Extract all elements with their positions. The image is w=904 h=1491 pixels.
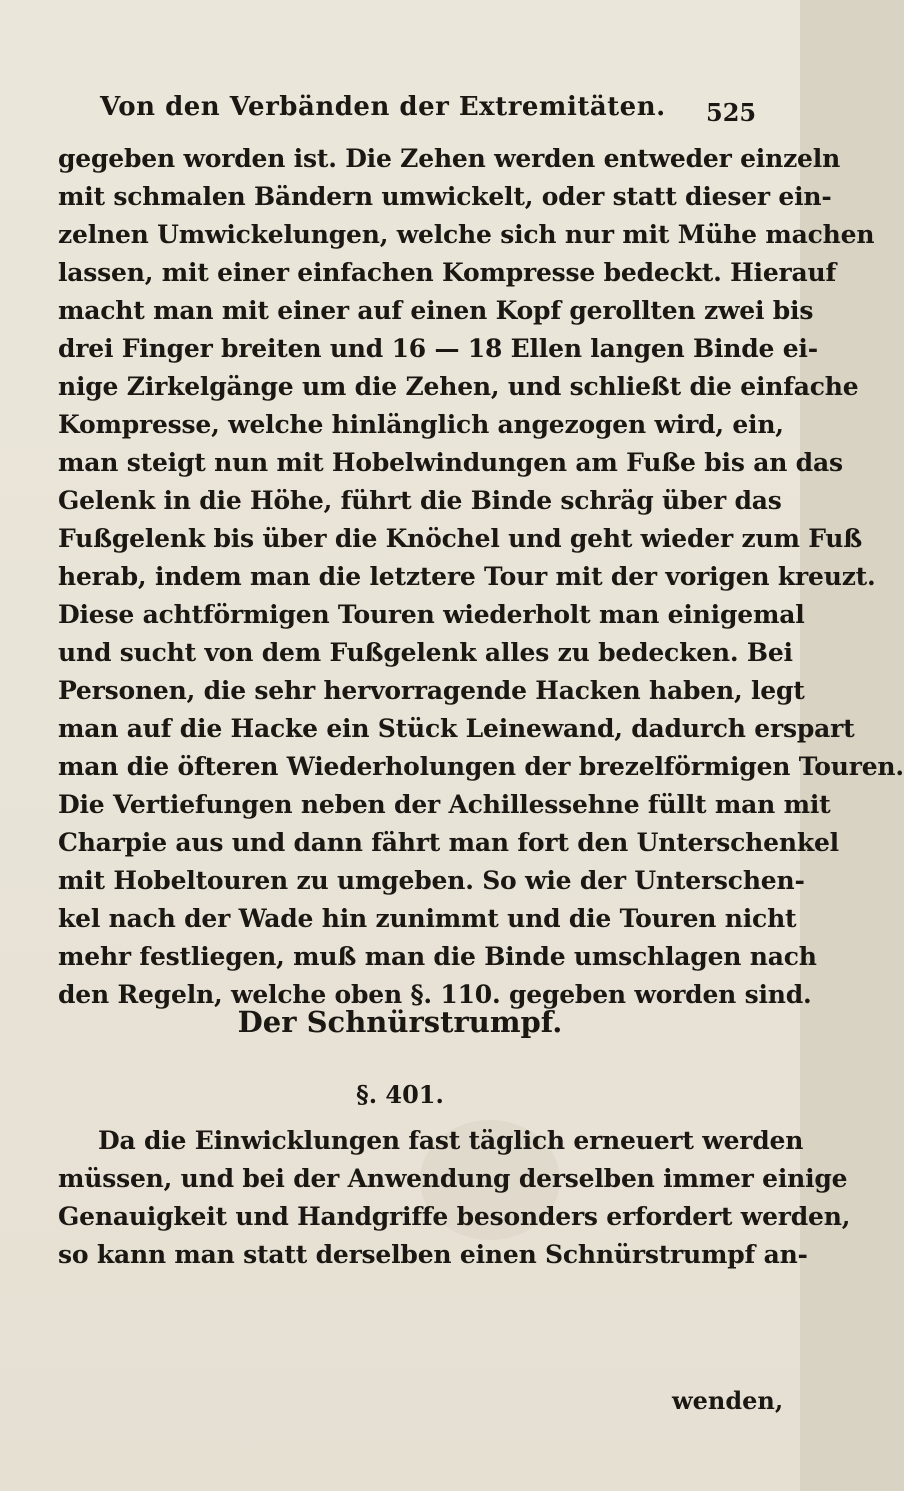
section-number: §. 401. bbox=[356, 1080, 444, 1109]
text-line: gegeben worden ist. Die Zehen werden entweder einzeln bbox=[58, 144, 841, 173]
text-line: Kompresse, welche hinlänglich angezogen wird, ein, bbox=[58, 410, 784, 439]
text-line: man die öfteren Wiederholungen der brezelförmigen Touren. bbox=[58, 752, 904, 781]
page-number: 525 bbox=[706, 98, 757, 127]
text-line: Personen, die sehr hervorragende Hacken haben, legt bbox=[58, 676, 805, 705]
text-line: so kann man statt derselben einen Schnürstrumpf an- bbox=[58, 1240, 808, 1269]
text-line: mehr festliegen, muß man die Binde umschlagen nach bbox=[58, 942, 817, 971]
section-heading: Der Schnürstrumpf. bbox=[237, 1005, 563, 1039]
text-line: kel nach der Wade hin zunimmt und die Touren nicht bbox=[58, 904, 797, 933]
paragraph-2 bbox=[58, 1122, 851, 1274]
text-line: Diese achtförmigen Touren wiederholt man einigemal bbox=[58, 600, 805, 629]
text-line: man auf die Hacke ein Stück Leinewand, dadurch erspart bbox=[58, 714, 855, 743]
text-line: nige Zirkelgänge um die Zehen, und schließt die einfache bbox=[58, 372, 859, 401]
text-line: Charpie aus und dann fährt man fort den Unterschenkel bbox=[58, 828, 839, 857]
text-line: den Regeln, welche oben §. 110. gegeben worden sind. bbox=[58, 980, 812, 1009]
text-line: Gelenk in die Höhe, führt die Binde schräg über das bbox=[58, 486, 782, 515]
text-line: Da die Einwicklungen fast täglich erneuert werden bbox=[98, 1126, 804, 1155]
text-line: lassen, mit einer einfachen Kompresse bedeckt. Hierauf bbox=[58, 258, 837, 287]
paragraph-1 bbox=[58, 140, 904, 1014]
page-header bbox=[0, 88, 800, 128]
text-line: Genauigkeit und Handgriffe besonders erfordert werden, bbox=[58, 1202, 851, 1231]
text-line: und sucht von dem Fußgelenk alles zu bedecken. Bei bbox=[58, 638, 793, 667]
text-line: man steigt nun mit Hobelwindungen am Fuße bis an das bbox=[58, 448, 843, 477]
text-line: drei Finger breiten und 16 — 18 Ellen langen Binde ei- bbox=[58, 334, 818, 363]
text-line: herab, indem man die letztere Tour mit der vorigen kreuzt. bbox=[58, 562, 876, 591]
text-line: müssen, und bei der Anwendung derselben immer einige bbox=[58, 1164, 848, 1193]
text-line: mit schmalen Bändern umwickelt, oder statt dieser ein- bbox=[58, 182, 832, 211]
text-line: zelnen Umwickelungen, welche sich nur mit Mühe machen bbox=[58, 220, 875, 249]
running-head: Von den Verbänden der Extremitäten. bbox=[100, 92, 666, 122]
text-line: mit Hobeltouren zu umgeben. So wie der Unterschen- bbox=[58, 866, 805, 895]
text-line: Fußgelenk bis über die Knöchel und geht wieder zum Fuß bbox=[58, 524, 863, 553]
text-line: Die Vertiefungen neben der Achillessehne füllt man mit bbox=[58, 790, 831, 819]
catchword: wenden, bbox=[672, 1386, 784, 1415]
text-line: macht man mit einer auf einen Kopf gerollten zwei bis bbox=[58, 296, 814, 325]
